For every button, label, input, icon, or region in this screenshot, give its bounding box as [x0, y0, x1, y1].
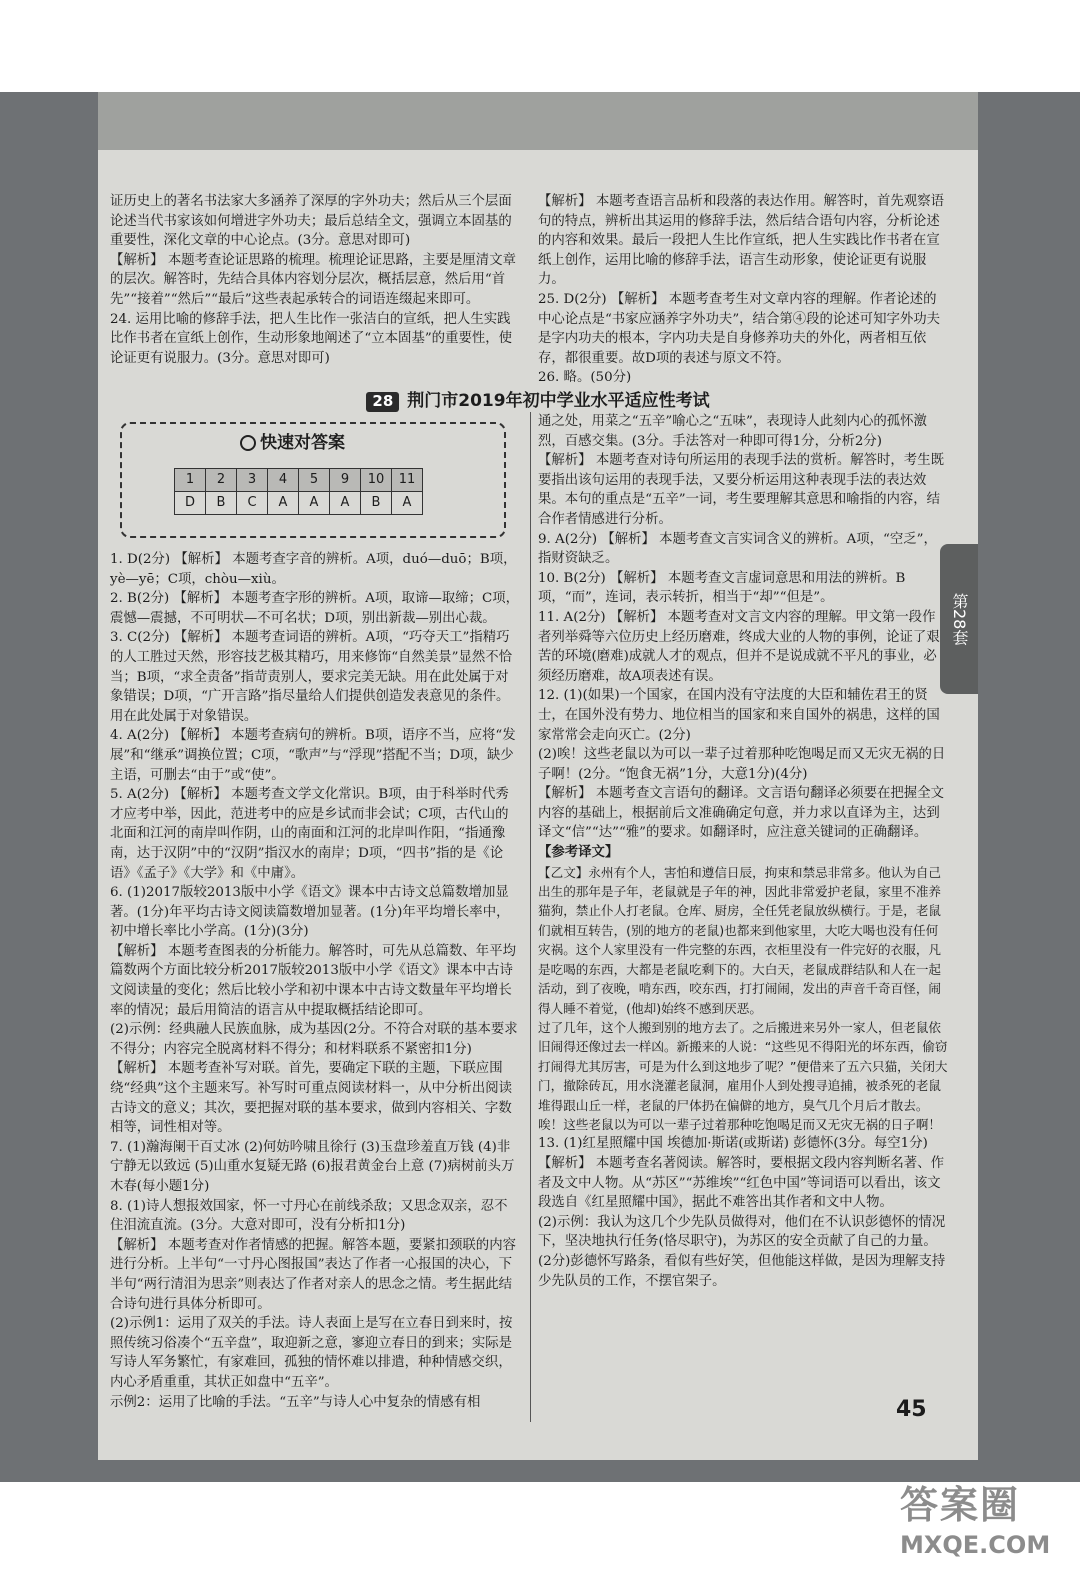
translation-paragraph: 唉！这些老鼠以为可以一辈子过着那种吃饱喝足而又无灾无祸的日子啊！ — [538, 1116, 941, 1132]
answer-number: 2 — [206, 469, 237, 492]
quick-answer-box — [120, 422, 506, 538]
answer-item: 6. (1)2017版较2013版中小学《语文》课本中古诗文总篇数增加显著。(1分)年平均古诗文阅读篇数增加显著。(1分)年平均增长率中，初中增长率比小学高。(1分)(3分) — [110, 885, 510, 940]
answer-item: (2)唉！这些老鼠以为可以一辈子过着那种吃饱喝足而又无灾无祸的日子啊！(2分。“饱食无祸”1分，大意1分)(4分) — [538, 747, 946, 782]
answer-letter: D — [175, 492, 206, 515]
answer-letter: B — [361, 492, 392, 515]
answer-item: 8. (1)诗人想报效国家，怀一寸丹心在前线杀敌；又思念双亲，忍不住泪流直流。(3分。大意对即可，没有分析扣1分) — [110, 1198, 508, 1234]
section-title: 荆门市2019年初中学业水平适应性考试 — [407, 391, 710, 411]
translation-paragraph: 【乙文】永州有个人，害怕和遵信日辰，拘束和禁忌非常多。他认为自己出生的那年是子年，老鼠就是子年的神，因此非常爱护老鼠，家里不准养猫狗，禁止仆人打老鼠。仓库、厨房，全任凭老鼠放纵横行。于是，老鼠们就相互转告，(别的地方的老鼠)也都来到他家里，大吃大喝也没有任何灾祸。这个人家里没有一件完整的东西，衣柜里没有一件完好的衣服，凡是吃喝的东西，大都是老鼠吃剩下的。大白天，老鼠成群结队和人在一起活动，到了夜晚，啃东西，咬东西，打打闹闹，发出的声音千奇百怪，闹得人睡不着觉，(他却)始终不感到厌恶。 — [538, 864, 941, 1016]
answer-item: 12. (1)(如果)一个国家，在国内没有守法度的大臣和辅佐君王的贤士，在国外没有势力、地位相当的国家和来自国外的祸患，这样的国家常常会走向灭亡。(2分) — [538, 688, 940, 743]
answer-item: 【解析】 本题考查文言语句的翻译。文言语句翻译必须要在把握全文内容的基础上，根据前后文准确确定句意，并力求以直译为主，达到译文“信”“达”“雅”的要求。如翻译时，应注意关键词的正确翻译。 — [538, 786, 944, 841]
answer-page — [98, 150, 978, 1460]
paragraph: 【解析】 本题考查论证思路的梳理。梳理论证思路，主要是厘清文章的层次。解答时，先结合具体内容划分层次，概括层意，然后用“首先”“接着”“然后”“最后”这些表起承转合的词语连缀起来即可。 — [110, 252, 516, 307]
answer-item: 11. A(2分) 【解析】 本题考查对文言文内容的理解。甲文第一段作者列举舜等六位历史上经历磨难，终成大业的人物的事例，论证了艰苦的环境(磨难)成就人才的观点，但并不是说成就不平凡的事业，必须经历磨难，故A项表述有误。 — [538, 609, 940, 684]
translation-heading: 【参考译文】 — [538, 845, 619, 861]
answer-letter: A — [330, 492, 361, 515]
answer-number: 5 — [299, 469, 330, 492]
answer-item: 1. D(2分) 【解析】 本题考查字音的辨析。A项，duó—duō；B项，yè—yē；C项，chòu—xiù。 — [110, 552, 517, 587]
paragraph: 【解析】 本题考查语言品析和段落的表达作用。解答时，首先观察语句的特点，辨析出其运用的修辞手法，然后结合语句内容，分析论述的内容和效果。最后一段把人生比作宣纸，把人生实践比作书者在宣纸上创作，运用比喻的修辞手法，语言生动形象，使论证更有说服力。 — [538, 194, 944, 288]
answer-item: 5. A(2分) 【解析】 本题考查文学文化常识。B项，由于科举时代秀才应考中举，因此，范进考中的应是乡试而非会试；C项，古代山的北面和江河的南岸叫作阴，山的南面和江河的北岸叫作阳，“指通豫南，达于汉阴”中的“汉阴”指汉水的南岸；D项，“四书”指的是《论语》《孟子》《大学》和《中庸》。 — [110, 787, 509, 881]
answer-item: 13. (1)红星照耀中国 埃德加·斯诺(或斯诺) 彭德怀(3分。每空1分) — [538, 1136, 928, 1152]
section-number: 28 — [366, 392, 399, 412]
answer-item: (2)示例：我认为这几个少先队员做得对，他们在不认识彭德怀的情况下，坚决地执行任务(恪尽职守)，为苏区的安全贡献了自己的力量。(2分)彭德怀写路条，看似有些好笑，但他能这样做，是因为理解支持少先队员的工作，不摆官架子。 — [538, 1214, 946, 1289]
answer-item: 【解析】 本题考查对作者情感的把握。解答本题，要紧扣颈联的内容进行分析。上半句“一寸丹心图报国”表达了作者一心报国的决心，下半句“两行清泪为思亲”则表达了作者对亲人的思念之情。考生据此结合诗句进行具体分析即可。 — [110, 1237, 516, 1312]
bottom-right-column — [538, 412, 948, 1291]
set-tab: 第28套 — [940, 544, 978, 694]
answer-letter: A — [392, 492, 423, 515]
answer-letter: A — [268, 492, 299, 515]
answer-item: 7. (1)瀚海阑干百丈冰 (2)何妨吟啸且徐行 (3)玉盘珍羞直万钱 (4)非宁静无以致远 (5)山重水复疑无路 (6)报君黄金台上意 (7)病树前头万木春(每小题1分) — [110, 1139, 515, 1194]
search-icon — [240, 435, 256, 451]
answer-item: 【解析】 本题考查图表的分析能力。解答时，可先从总篇数、年平均篇数两个方面比较分析2017版较2013版中小学《语文》课本中古诗文阅读量的变化；然后比较小学和初中课本中古诗文数量年平均增长率的情况；最后用简洁的语言从中提取概括结论即可。 — [110, 943, 516, 1018]
answer-item: 2. B(2分) 【解析】 本题考查字形的辨析。A项，取谛—取缔；C项，震憾—震撼，不可明状—不可名状；D项，别出新裁—别出心裁。 — [110, 591, 520, 626]
answer-item: 【解析】 本题考查对诗句所运用的表现手法的赏析。解答时，考生既要指出该句运用的表现手法，又要分析运用这种表现手法的表达效果。本句的重点是“五辛”一词，考生要理解其意思和喻指的内容，结合作者情感进行分析。 — [538, 453, 944, 527]
answer-letter: B — [206, 492, 237, 515]
answer-number: 9 — [330, 469, 361, 492]
watermark-url: MXQE.COM — [900, 1531, 1051, 1559]
answer-item: 4. A(2分) 【解析】 本题考查病句的辨析。B项，语序不当，应将“发展”和“继承”调换位置；C项，“歌声”与“浮现”搭配不当；D项，缺少主语，可删去“由于”或“使”。 — [110, 728, 516, 783]
column-divider — [530, 412, 531, 1422]
answer-item: 10. B(2分) 【解析】 本题考查文言虚词意思和用法的辨析。B项，“而”，连词，表示转折，相当于“却”“但是”。 — [538, 570, 906, 606]
answer-item: (2)示例：经典融人民族血脉，成为基因(2分。不符合对联的基本要求不得分；内容完全脱离材料不得分；和材料联系不紧密扣1分) — [110, 1022, 518, 1057]
answer-number: 10 — [361, 469, 392, 492]
top-left-column — [110, 192, 520, 368]
section-header — [98, 392, 978, 412]
answer-item: 通之处，用菜之“五辛”喻心之“五味”，表现诗人此刻内心的孤怀激烈，百感交集。(3分。手法答对一种即可得1分，分析2分) — [538, 414, 927, 449]
watermark-logo — [900, 1480, 1070, 1570]
answer-number-row — [175, 469, 423, 492]
answer-number: 3 — [237, 469, 268, 492]
quick-answer-title: 快速对答案 — [240, 434, 345, 454]
answer-item: 示例2：运用了比喻的手法。“五辛”与诗人心中复杂的情感有相 — [110, 1394, 481, 1410]
answer-item: 9. A(2分) 【解析】 本题考查文言实词含义的辨析。A项，“空乏”，指财资缺乏。 — [538, 531, 937, 567]
answer-item: 【解析】 本题考查补写对联。首先，要确定下联的主题，下联应围绕“经典”这个主题来写。补写时可重点阅读材料一，从中分析出阅读古诗文的意义；其次，要把握对联的基本要求，做到内容相关、字数相等，词性相对等。 — [110, 1061, 513, 1136]
answer-letter: A — [299, 492, 330, 515]
answer-table — [174, 468, 423, 515]
answer-item: (2)示例1：运用了双关的手法。诗人表面上是写在立春日到来时，按照传统习俗凑个“五辛盘”，取迎新之意，寥迎立春日的到来；实际是写诗人军务繁忙，有家难回，孤独的情怀难以排遣，种种情感交织，内心矛盾重重，其状正如盘中“五辛”。 — [110, 1316, 513, 1390]
answer-letter: C — [237, 492, 268, 515]
answer-letter-row — [175, 492, 423, 515]
page-number: 45 — [896, 1397, 927, 1422]
top-right-column — [538, 192, 948, 388]
translation-paragraph: 过了几年，这个人搬到别的地方去了。之后搬进来另外一家人，但老鼠依旧闹得还像过去一样凶。新搬来的人说：“这些见不得阳光的坏东西，偷窃打闹得尤其厉害，可是为什么到这地步了呢？”便借来了五六只猫，关闭大门，撤除砖瓦，用水浇灌老鼠洞，雇用仆人到处搜寻追捕，被杀死的老鼠堆得跟山丘一样，老鼠的尸体扔在偏僻的地方，臭气几个月后才散去。 — [538, 1019, 948, 1113]
answer-number: 4 — [268, 469, 299, 492]
paragraph: 26. 略。(50分) — [538, 370, 632, 386]
paragraph: 25. D(2分) 【解析】 本题考查考生对文章内容的理解。作者论述的中心论点是“书家应涵养字外功夫”，结合第④段的论述可知字外功夫是字内功夫的根本，字内功夫是自身修养功夫的外化，两者相互依存，都很重要。故D项的表述与原文不符。 — [538, 291, 941, 366]
answer-item: 3. C(2分) 【解析】 本题考查词语的辨析。A项，“巧夺天工”指精巧的人工胜过天然，形容技艺极其精巧，用来修饰“自然美景”显然不恰当；B项，“求全责备”指苛责别人，要求完美无缺。用在此处属于对象错误；D项，“广开言路”指尽量给人们提供创造发表意见的条件。用在此处属于对象错误。 — [110, 630, 513, 724]
answer-number: 1 — [175, 469, 206, 492]
watermark-text: 答案圈 — [900, 1483, 1021, 1527]
answer-number: 11 — [392, 469, 423, 492]
paragraph: 证历史上的著名书法家大多涵养了深厚的字外功夫；然后从三个层面论述当代书家该如何增进字外功夫；最后总结全文，强调立本固基的重要性，深化文章的中心论点。(3分。意思对即可) — [110, 194, 512, 249]
answer-item: 【解析】 本题考查名著阅读。解答时，要根据文段内容判断名著、作者及文中人物。从“苏区”“苏维埃”“红色中国”等词语可以看出，该文段选自《红星照耀中国》，据此不难答出其作者和文中人物。 — [538, 1155, 944, 1211]
scan-top-shade — [98, 92, 978, 152]
paragraph: 24. 运用比喻的修辞手法，把人生比作一张洁白的宣纸，把人生实践比作书者在宣纸上创作，生动形象地阐述了“立本固基”的重要性，使论证更有说服力。(3分。意思对即可) — [110, 311, 513, 366]
bottom-left-column — [110, 550, 520, 1412]
